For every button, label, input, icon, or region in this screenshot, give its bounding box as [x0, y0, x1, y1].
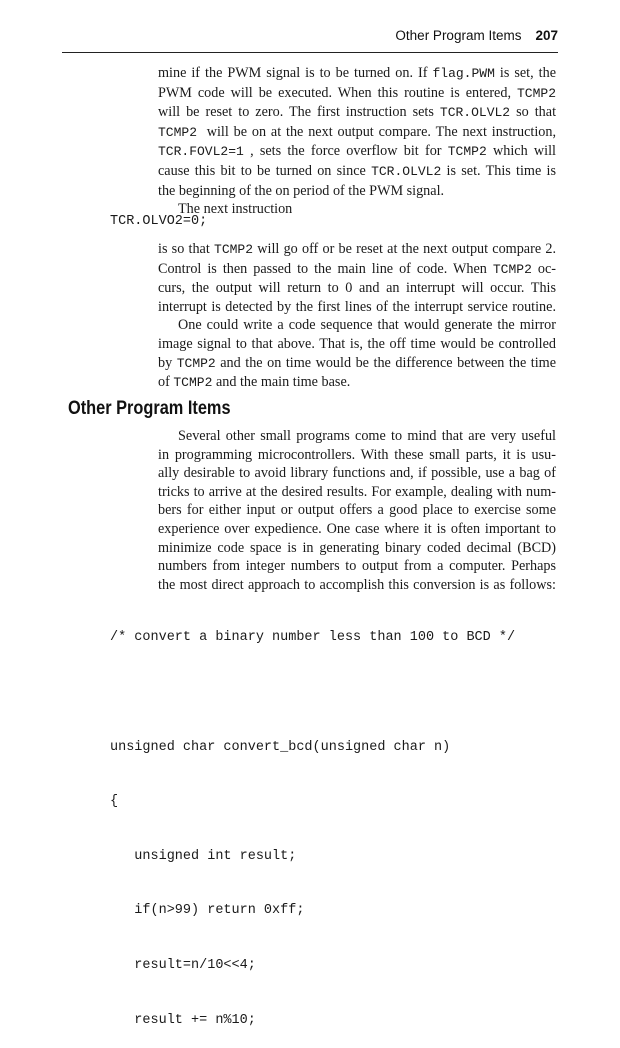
text-line: Several other small programs come to mind that are very useful: [178, 428, 556, 444]
text-line: cause this bit to be turned on since TCR.OLVL2 is set. This time is: [158, 162, 556, 179]
text-line: Control is then passed to the main line of code. When TCMP2 oc-: [158, 260, 556, 277]
text-line: curs, the output will return to 0 and an interrupt will occur. This: [158, 280, 556, 297]
text-line: TCMP2 will be on at the next output compare. The next instruction,: [158, 123, 556, 140]
header-rule: [62, 52, 558, 53]
header-title: Other Program Items: [395, 28, 522, 43]
running-header: [395, 28, 558, 43]
code-line: unsigned char convert_bcd(unsigned char n): [110, 739, 451, 755]
text-line: the beginning of the on period of the PWM signal.: [158, 182, 445, 199]
paragraph-pwm-routine: [158, 64, 556, 219]
text-line: minimize code space is in generating binary coded decimal (BCD): [158, 539, 556, 556]
code-snippet-tcr: TCR.OLVO2=0;: [110, 214, 208, 229]
text-line: in programming microcontrollers. With these small parts, it is usu-: [158, 446, 556, 463]
code-line: result=n/10<<4;: [110, 958, 256, 974]
code-line: [110, 684, 515, 702]
text-line: interrupt is detected by the first lines of the interrupt service routine.: [158, 298, 556, 315]
text-line: One could write a code sequence that would generate the mirror: [178, 317, 556, 334]
paragraph-output-compare: [158, 240, 556, 393]
code-line: result += n%10;: [110, 1012, 256, 1028]
text-line: mine if the PWM signal is to be turned on. If flag.PWM is set, the: [158, 65, 556, 81]
text-line: PWM code will be executed. When this routine is entered, TCMP2: [158, 84, 556, 101]
text-line: ally desirable to avoid library functions and, if possible, use a bag of: [158, 465, 556, 482]
code-line: if(n>99) return 0xff;: [110, 903, 305, 919]
text-line: numbers from integer numbers to output from a computer. Perhaps: [158, 558, 556, 575]
text-line: the most direct approach to accomplish this conversion is as follows:: [158, 576, 556, 593]
text-line: experience over expedience. One case where it is often important to: [158, 520, 556, 537]
page-number: 207: [535, 28, 558, 43]
paragraph-bcd-intro: [158, 427, 556, 594]
code-listing-convert-bcd: [110, 593, 515, 1048]
code-line: {: [110, 794, 119, 810]
text-line: tricks to arrive at the desired results. For example, dealing with num-: [158, 483, 556, 500]
text-line: The next instruction: [178, 201, 293, 218]
code-line: unsigned int result;: [110, 848, 297, 864]
text-line: image signal to that above. That is, the off time would be controlled: [158, 335, 556, 352]
text-line: will be reset to zero. The first instruction sets TCR.OLVL2 so that: [158, 104, 557, 121]
text-line: by TCMP2 and the on time would be the difference between the time: [158, 354, 556, 371]
text-line: of TCMP2 and the main time base.: [158, 374, 351, 391]
text-line: TCR.FOVL2=1 , sets the force overflow bit for TCMP2 which will: [158, 143, 556, 160]
section-heading: Other Program Items: [68, 398, 231, 419]
text-line: bers for either input or output offers a good place to exercise some: [158, 502, 556, 519]
text-line: is so that TCMP2 will go off or be reset at the next output compare 2.: [158, 241, 556, 257]
code-line: /* convert a binary number less than 100 to BCD */: [110, 630, 516, 646]
